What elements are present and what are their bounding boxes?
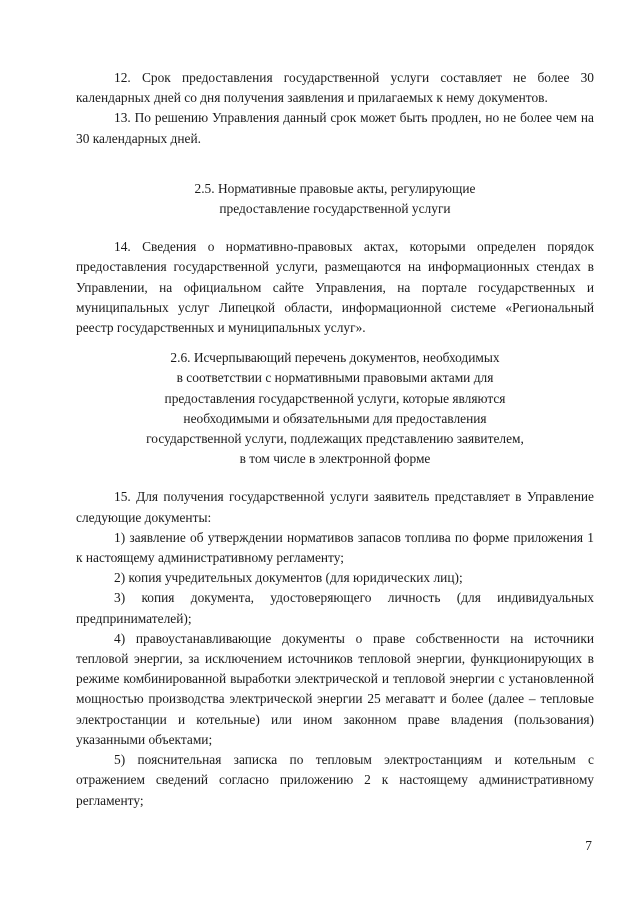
spacer <box>76 469 594 487</box>
section-heading-line: 2.5. Нормативные правовые акты, регулирующие <box>194 180 476 196</box>
section-heading-line: 2.6. Исчерпывающий перечень документов, необходимых <box>170 350 500 366</box>
section-heading-line: предоставления государственной услуги, которые являются <box>164 390 506 406</box>
page-number: 7 <box>585 838 592 853</box>
document-body <box>76 68 594 811</box>
paragraph-15: 15. Для получения государственной услуги заявитель представляет в Управление следующие документы: <box>76 489 594 525</box>
section-heading-line: необходимыми и обязательными для предоставления <box>183 410 487 426</box>
spacer <box>76 219 594 237</box>
section-heading-line: в том числе в электронной форме <box>239 451 431 467</box>
section-heading-line: государственной услуги, подлежащих представлению заявителем, <box>146 431 524 447</box>
list-item-1: 1) заявление об утверждении нормативов запасов топлива по форме приложения 1 к настоящему административному регламенту; <box>76 529 594 566</box>
paragraph-12: 12. Срок предоставления государственной услуги составляет не более 30 календарных дней со дня получения заявления и прилагаемых к нему документов. <box>76 70 594 106</box>
section-heading-line: в соответствии с нормативными правовыми актами для <box>176 370 494 386</box>
spacer <box>76 338 594 348</box>
list-item-2: 2) копия учредительных документов (для юридических лиц); <box>114 570 463 586</box>
section-heading-line: предоставление государственной услуги <box>219 201 451 217</box>
paragraph-14: 14. Сведения о нормативно-правовых актах, которыми определен порядок предоставления государственной услуги, размещаются на информационных стендах в Управлении, на официальном сайте Управления, на портале государственных и муниципальных услуг Липецкой области, информационной системе «Региональный реестр государственных и муниципальных услуг». <box>76 239 594 336</box>
spacer <box>76 149 594 179</box>
paragraph-13: 13. По решению Управления данный срок может быть продлен, но не более чем на 30 календарных дней. <box>76 110 594 146</box>
section-heading-2-6 <box>76 348 594 469</box>
list-item-5: 5) пояснительная записка по тепловым электростанциям и котельным с отражением сведений согласно приложению 2 к настоящему административному регламенту; <box>76 752 594 808</box>
list-item-4: 4) правоустанавливающие документы о праве собственности на источники тепловой энергии, за исключением источников тепловой энергии, функционирующих в режиме комбинированной выработки электрической и тепловой энергии с установленной мощностью производства электрической энергии 25 мегаватт и более (далее – тепловые электростанции и котельные) или ином законном праве владения (пользования) указанными объектами; <box>76 630 594 747</box>
list-item-3: 3) копия документа, удостоверяющего личность (для индивидуальных предпринимателей); <box>76 590 594 626</box>
section-heading-2-5 <box>76 179 594 219</box>
